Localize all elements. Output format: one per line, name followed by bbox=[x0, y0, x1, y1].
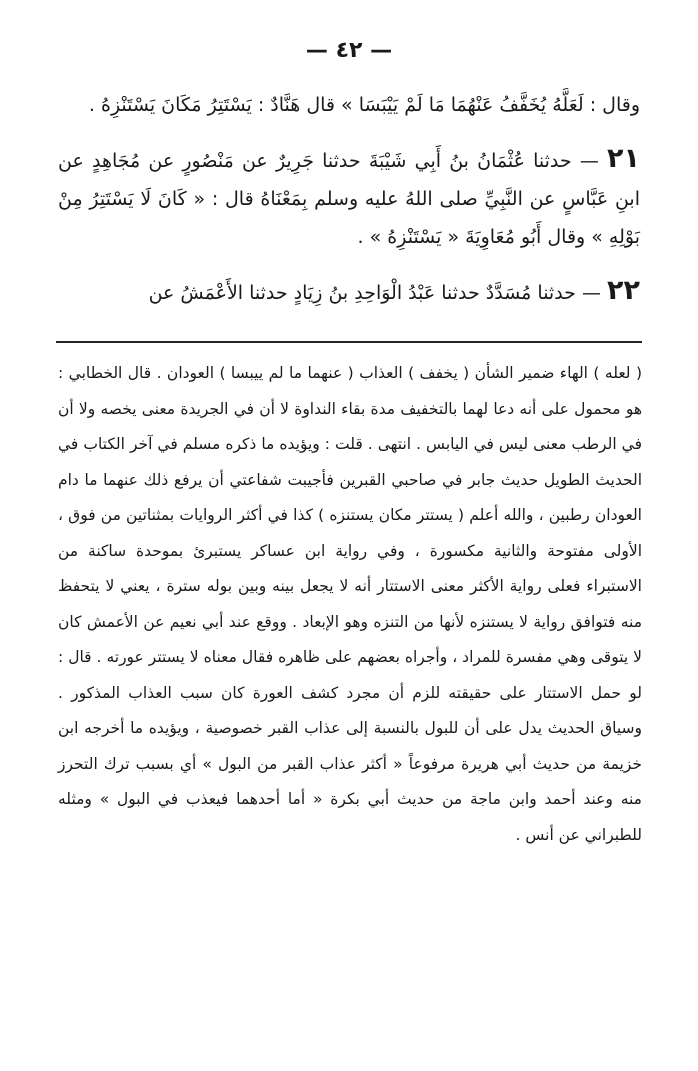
hadith-22 bbox=[58, 272, 640, 312]
commentary bbox=[58, 356, 642, 853]
hadith-22-number: ٢٢ bbox=[607, 275, 640, 306]
main-text bbox=[58, 86, 640, 312]
hadith-21-text: — حدثنا عُثْمَانُ بنُ أَبِي شَيْبَةَ حدثنا جَرِيرٌ عن مَنْصُورٍ عن مُجَاهِدٍ عن ابنِ عَبَّاسٍ عن النَّبِيِّ صلى اللهُ عليه وسلم بِمَعْنَاهُ قال : « كَانَ لَا يَسْتَتِرُ مِنْ بَوْلِهِ » وقال أَبُو مُعَاوِيَةَ « يَسْتَنْزِهُ » . bbox=[58, 150, 640, 248]
commentary-text: ( لعله ) الهاء ضمير الشأن ( يخفف ) العذاب ( عنهما ما لم ييبسا ) العودان . قال الخطابي : هو محمول على أنه دعا لهما بالتخفيف مدة بقاء النداوة لا أن في الجريدة معنى يخصه ولا أن في الرطب معنى ليس في اليابس . انتهى . قلت : ويؤيده ما ذكره مسلم في آخر الكتاب في الحديث الطويل حديث جابر في صاحبي القبرين فأجيبت شفاعتي أن يرفع ذلك عنهما ما دام العودان رطبين ، والله أعلم ( يستتر مكان يستنزه ) كذا في أكثر الروايات بمثناتين من فوق ، الأولى مفتوحة والثانية مكسورة ، وفي رواية ابن عساكر يستبرئ بموحدة ساكنة من الاستبراء فعلى رواية الأكثر معنى الاستتار أنه لا يجعل بينه وبين بوله سترة ، يعني لا يتحفظ منه فتوافق رواية لا يستنزه لأنها من التنزه وهو الإبعاد . ووقع عند أبي نعيم عن الأعمش كان لا يتوقى وهي مفسرة للمراد ، وأجراه بعضهم على ظاهره فقال معناه لا يستتر عورته . قال : لو حمل الاستتار على حقيقته للزم أن مجرد كشف العورة كان سبب العذاب المذكور . وسياق الحديث يدل على أن للبول بالنسبة إلى عذاب القبر خصوصية ، ويؤيده ما أخرجه ابن خزيمة من حديث أبي هريرة مرفوعاً « أكثر عذاب القبر من البول » أي بسبب ترك التحرز منه وعند أحمد وابن ماجة من حديث أبي بكرة « أما أحدهما فيعذب في البول » ومثله للطبراني عن أنس . bbox=[58, 364, 642, 844]
hadith-20-continuation: وقال : لَعَلَّهُ يُخَفَّفُ عَنْهُمَا مَا لَمْ يَيْبَسَا » قال هَنَّادٌ : يَسْتَتِرُ مَكَانَ يَسْتَنْزِهُ . bbox=[88, 94, 640, 116]
hadith-21-number: ٢١ bbox=[607, 143, 640, 174]
hadith-22-text: — حدثنا مُسَدَّدٌ حدثنا عَبْدُ الْوَاحِدِ بنُ زِيَادٍ حدثنا الأَعْمَشُ عن bbox=[148, 282, 601, 304]
footnote-divider bbox=[56, 341, 642, 343]
hadith-21 bbox=[58, 140, 640, 256]
page-number: — ٤٢ — bbox=[305, 38, 393, 63]
